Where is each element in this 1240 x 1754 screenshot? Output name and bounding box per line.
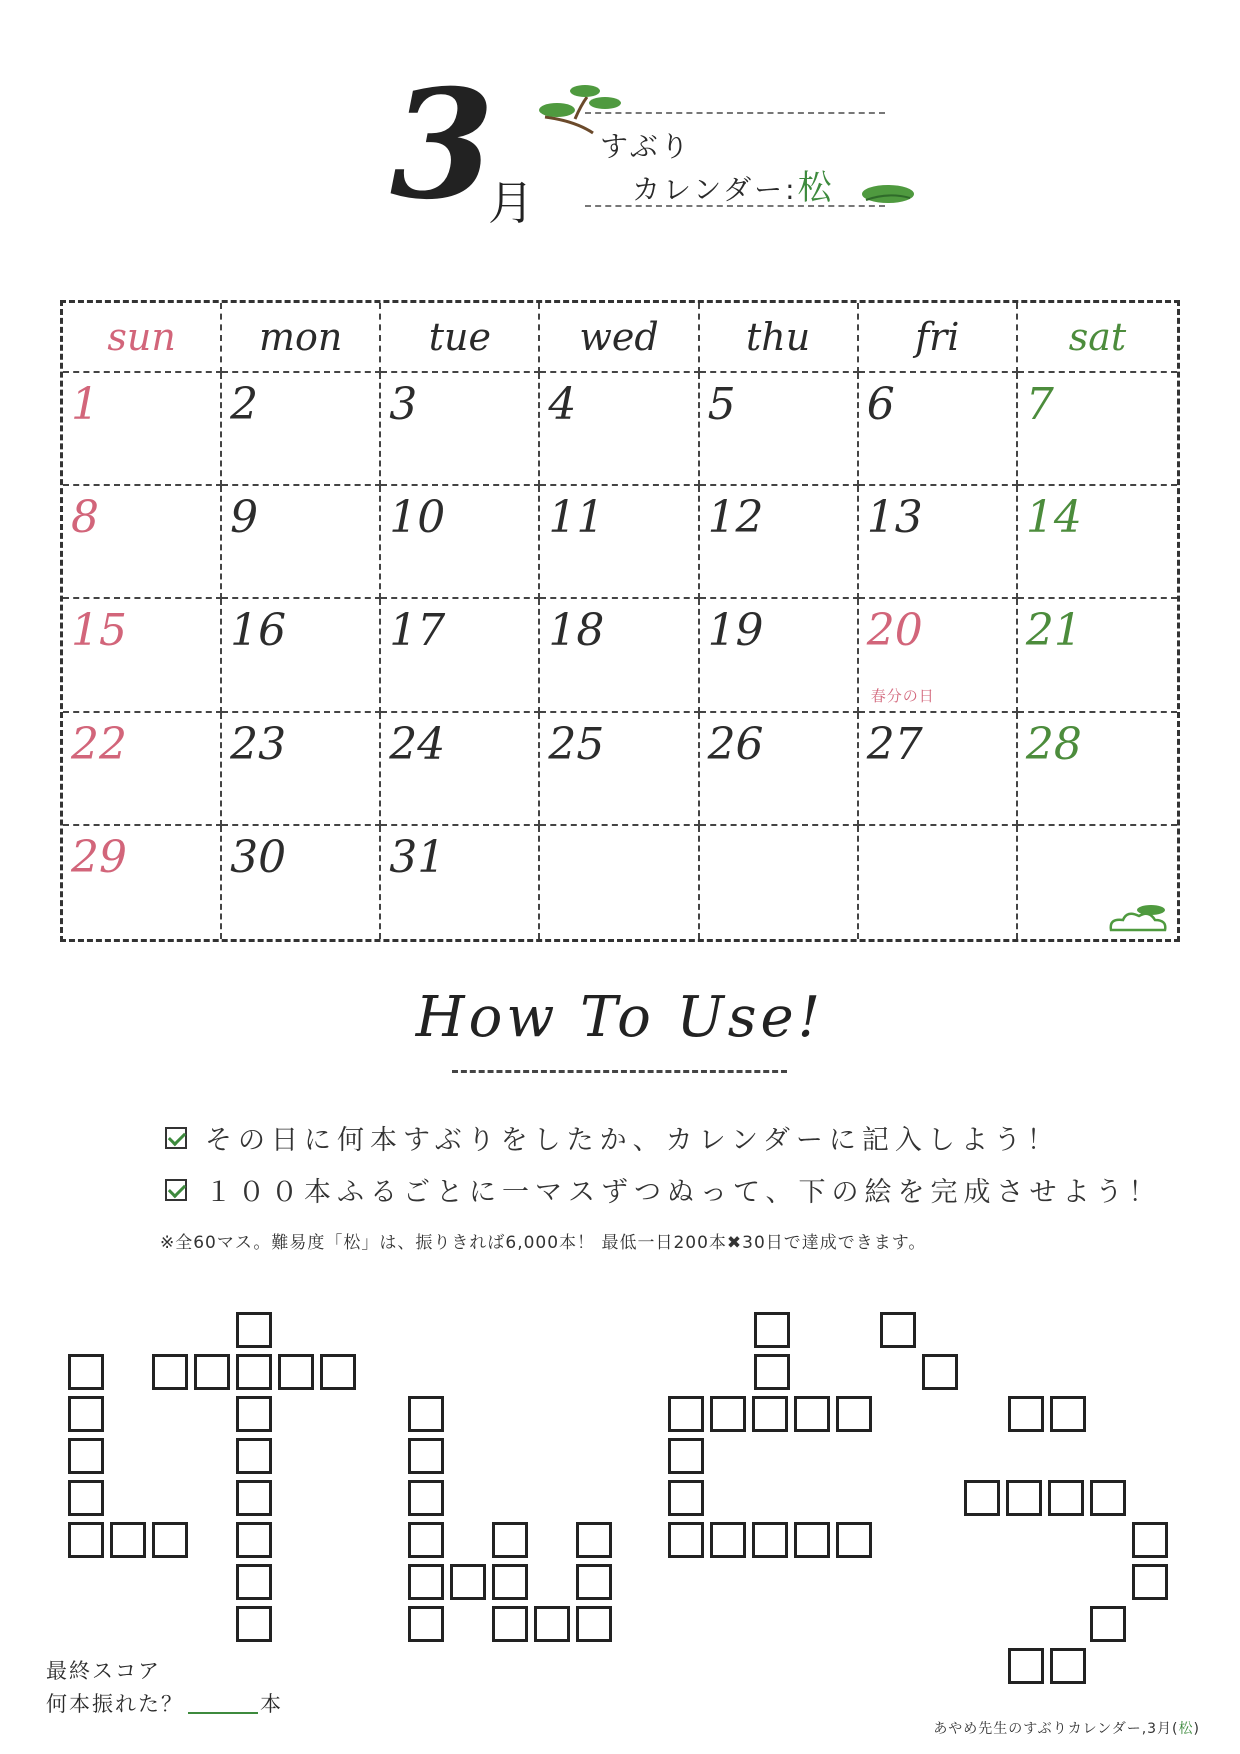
day-number: 7 (1025, 379, 1054, 430)
coloring-box[interactable] (236, 1312, 272, 1348)
coloring-box[interactable] (1050, 1648, 1086, 1684)
how-to-use-underline (452, 1070, 787, 1073)
coloring-box[interactable] (576, 1606, 612, 1642)
coloring-box[interactable] (492, 1564, 528, 1600)
day-cell[interactable] (222, 486, 381, 599)
coloring-box[interactable] (408, 1480, 444, 1516)
coloring-box[interactable] (236, 1438, 272, 1474)
day-number: 26 (707, 718, 764, 770)
day-number: 30 (230, 831, 287, 883)
coloring-box[interactable] (408, 1564, 444, 1600)
final-score-label: 最終スコア (46, 1659, 161, 1683)
coloring-box[interactable] (754, 1354, 790, 1390)
credit-grade: 松 (1178, 1721, 1194, 1737)
day-cell[interactable] (859, 599, 1018, 712)
score-blank[interactable] (188, 1712, 258, 1714)
day-cell[interactable] (63, 373, 222, 486)
day-cell[interactable] (859, 713, 1018, 826)
coloring-box[interactable] (1132, 1522, 1168, 1558)
day-cell[interactable] (381, 713, 540, 826)
day-number: 17 (389, 605, 446, 657)
title-line1: すぶり (600, 130, 692, 163)
coloring-box[interactable] (794, 1396, 830, 1432)
day-cell[interactable] (540, 599, 699, 712)
instruction-2-text: １００本ふるごとに一マスずつぬって、下の絵を完成させよう！ (205, 1177, 1162, 1208)
coloring-box[interactable] (576, 1522, 612, 1558)
coloring-box[interactable] (752, 1522, 788, 1558)
empty-cell[interactable] (700, 826, 859, 939)
empty-cell[interactable] (859, 826, 1018, 939)
day-cell[interactable] (63, 826, 222, 939)
coloring-box[interactable] (408, 1606, 444, 1642)
day-number: 6 (866, 379, 895, 430)
day-number: 22 (71, 718, 127, 770)
weekday-thu: thu (700, 303, 859, 373)
coloring-box[interactable] (236, 1606, 272, 1642)
score-unit: 本 (260, 1692, 283, 1716)
coloring-box[interactable] (1048, 1480, 1084, 1516)
coloring-box[interactable] (880, 1312, 916, 1348)
calendar-grid (63, 303, 1177, 939)
credit-main: あやめ先生のすぶりカレンダー,3月( (933, 1721, 1179, 1737)
how-to-use-title: How To Use! (415, 985, 825, 1050)
day-cell[interactable] (63, 599, 222, 712)
day-cell[interactable] (381, 826, 540, 939)
coloring-box[interactable] (754, 1312, 790, 1348)
coloring-box[interactable] (236, 1354, 272, 1390)
day-number: 4 (548, 379, 577, 430)
coloring-box[interactable] (1008, 1648, 1044, 1684)
coloring-box[interactable] (710, 1396, 746, 1432)
day-cell[interactable] (1018, 373, 1177, 486)
day-cell[interactable] (1018, 599, 1177, 712)
cloud-pine-icon (1105, 900, 1173, 936)
note-text: ※全60マス。難易度「松」は、振りきれば6,000本！ 最低一日200本✖30日で達成できます。 (160, 1233, 927, 1253)
weekday-tue: tue (381, 303, 540, 373)
title-line2 (632, 160, 835, 209)
day-number: 28 (1025, 718, 1082, 770)
day-cell[interactable] (63, 486, 222, 599)
day-cell[interactable] (700, 373, 859, 486)
coloring-box[interactable] (922, 1354, 958, 1390)
coloring-box[interactable] (1008, 1396, 1044, 1432)
day-number: 31 (389, 831, 446, 883)
coloring-box[interactable] (236, 1396, 272, 1432)
coloring-box[interactable] (408, 1396, 444, 1432)
checkbox-icon (165, 1127, 187, 1149)
weekday-sun: sun (63, 303, 222, 373)
coloring-box[interactable] (752, 1396, 788, 1432)
weekday-sat: sat (1018, 303, 1177, 373)
coloring-box[interactable] (1090, 1606, 1126, 1642)
weekday-wed: wed (540, 303, 699, 373)
coloring-box[interactable] (534, 1606, 570, 1642)
coloring-box[interactable] (68, 1480, 104, 1516)
coloring-box[interactable] (194, 1354, 230, 1390)
day-cell[interactable] (700, 713, 859, 826)
coloring-box[interactable] (1006, 1480, 1042, 1516)
day-number: 11 (548, 492, 605, 544)
coloring-box[interactable] (320, 1354, 356, 1390)
score-question (46, 1688, 283, 1718)
day-cell[interactable] (222, 373, 381, 486)
day-number: 5 (707, 379, 736, 430)
weekday-mon: mon (222, 303, 381, 373)
coloring-box[interactable] (110, 1522, 146, 1558)
day-number: 19 (707, 605, 764, 657)
day-number: 2 (230, 379, 259, 430)
coloring-box[interactable] (278, 1354, 314, 1390)
day-number: 15 (71, 605, 127, 657)
day-number: 18 (548, 605, 605, 657)
day-number: 16 (230, 605, 287, 657)
coloring-box[interactable] (236, 1480, 272, 1516)
calendar (60, 300, 1180, 942)
day-number: 29 (71, 831, 127, 883)
grade-label: 松 (797, 168, 835, 208)
day-number: 27 (866, 718, 923, 770)
day-cell[interactable] (859, 486, 1018, 599)
coloring-box[interactable] (710, 1522, 746, 1558)
day-cell[interactable] (700, 599, 859, 712)
month-number: 3 (390, 57, 495, 233)
day-cell[interactable] (540, 373, 699, 486)
title-divider-top (585, 112, 885, 114)
pine-branch-icon (858, 178, 918, 212)
coloring-box[interactable] (1132, 1564, 1168, 1600)
day-cell[interactable] (1018, 713, 1177, 826)
coloring-box[interactable] (68, 1396, 104, 1432)
day-cell[interactable] (222, 826, 381, 939)
empty-cell[interactable] (540, 826, 699, 939)
coloring-box[interactable] (836, 1396, 872, 1432)
day-number: 14 (1025, 492, 1082, 544)
coloring-box[interactable] (668, 1438, 704, 1474)
day-number: 8 (71, 492, 99, 544)
day-cell[interactable] (381, 486, 540, 599)
instruction-1-text: その日に何本すぶりをしたか、カレンダーに記入しよう！ (205, 1125, 1060, 1156)
score-question-text: 何本振れた？ (46, 1692, 184, 1716)
coloring-box[interactable] (1050, 1396, 1086, 1432)
coloring-box[interactable] (450, 1564, 486, 1600)
coloring-box[interactable] (492, 1606, 528, 1642)
day-number: 13 (866, 492, 923, 544)
day-cell[interactable] (381, 599, 540, 712)
coloring-box[interactable] (964, 1480, 1000, 1516)
instruction-1 (165, 1118, 1060, 1157)
coloring-box[interactable] (1090, 1480, 1126, 1516)
day-cell[interactable] (1018, 486, 1177, 599)
day-number: 24 (389, 718, 446, 770)
title-divider-bottom (585, 205, 885, 207)
title-calendar-label: カレンダー: (632, 173, 798, 206)
coloring-box[interactable] (152, 1354, 188, 1390)
holiday-label: 春分の日 (870, 687, 935, 706)
coloring-box[interactable] (68, 1522, 104, 1558)
coloring-box[interactable] (68, 1354, 104, 1390)
credit-text (933, 1718, 1200, 1738)
day-number: 10 (389, 492, 446, 544)
day-number: 21 (1025, 605, 1082, 657)
day-cell[interactable] (222, 599, 381, 712)
day-cell[interactable] (222, 713, 381, 826)
day-cell[interactable] (63, 713, 222, 826)
day-cell[interactable] (540, 486, 699, 599)
coloring-box[interactable] (668, 1522, 704, 1558)
day-number: 9 (230, 492, 259, 544)
checkbox-icon (165, 1179, 187, 1201)
day-number: 12 (707, 492, 764, 544)
coloring-box[interactable] (152, 1522, 188, 1558)
pine-tree-icon (535, 75, 625, 135)
day-number: 3 (389, 379, 418, 430)
coloring-box[interactable] (408, 1438, 444, 1474)
coloring-box[interactable] (668, 1396, 704, 1432)
day-number: 20 (866, 605, 923, 657)
weekday-fri: fri (859, 303, 1018, 373)
coloring-box[interactable] (794, 1522, 830, 1558)
month-kanji: 月 (488, 176, 534, 230)
day-cell[interactable] (700, 486, 859, 599)
day-cell[interactable] (859, 373, 1018, 486)
coloring-box[interactable] (236, 1522, 272, 1558)
day-cell[interactable] (540, 713, 699, 826)
credit-close: ) (1193, 1721, 1200, 1737)
day-number: 1 (71, 379, 99, 430)
instruction-2 (165, 1170, 1161, 1209)
coloring-box[interactable] (236, 1564, 272, 1600)
coloring-box[interactable] (836, 1522, 872, 1558)
coloring-box[interactable] (492, 1522, 528, 1558)
coloring-box[interactable] (668, 1480, 704, 1516)
day-number: 25 (548, 718, 605, 770)
coloring-box[interactable] (408, 1522, 444, 1558)
coloring-box[interactable] (68, 1438, 104, 1474)
day-number: 23 (230, 718, 287, 770)
day-cell[interactable] (381, 373, 540, 486)
coloring-box[interactable] (576, 1564, 612, 1600)
